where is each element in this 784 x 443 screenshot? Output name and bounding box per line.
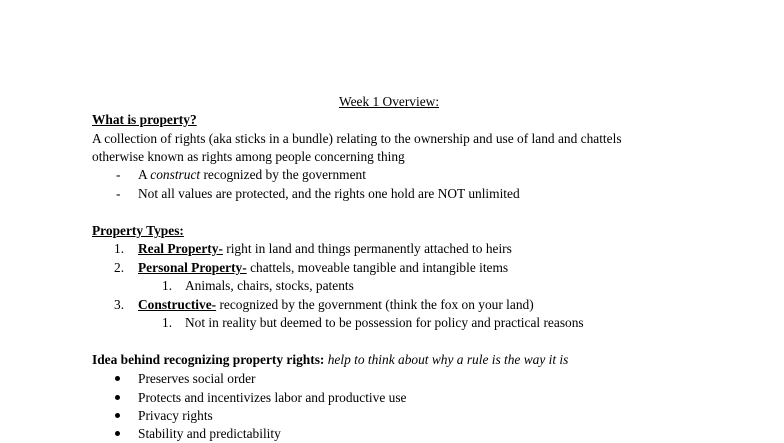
bullet-icon [115, 376, 120, 381]
section-heading-what-is-property [92, 111, 197, 129]
sub-item-text: Animals, chairs, stocks, patents [185, 278, 354, 293]
dash-marker: - [116, 186, 121, 201]
bullet-text: Protects and incentivizes labor and productive use [138, 390, 407, 405]
number-marker: 1. [162, 278, 173, 293]
number-marker: 3. [114, 297, 125, 312]
bullet-text: Privacy rights [138, 408, 213, 423]
bullet-icon [115, 431, 120, 436]
numbered-item-text [138, 296, 534, 314]
heading-text: Property Types: [92, 223, 184, 238]
paragraph-line-2: otherwise known as rights among people concerning thing [92, 149, 405, 164]
term: Personal Property- [138, 260, 247, 275]
heading-text: What is property? [92, 112, 197, 127]
term-desc: recognized by the government (think the fox on your land) [216, 297, 534, 312]
term: Constructive- [138, 297, 217, 312]
bullet-text: Preserves social order [138, 371, 256, 386]
number-marker: 1. [162, 315, 173, 330]
heading-text: Idea behind recognizing property rights: [92, 352, 325, 367]
number-marker: 1. [114, 241, 125, 256]
term-desc: chattels, moveable tangible and intangible items [246, 260, 509, 275]
heading-italic-text: help to think about why a rule is the way it is [324, 352, 569, 367]
section-heading-property-types [92, 222, 184, 240]
sub-item-text: Not in reality but deemed to be possession for policy and practical reasons [185, 315, 584, 330]
dash-marker: - [116, 167, 121, 182]
number-marker: 2. [114, 260, 125, 275]
bullet-text: Stability and predictability [138, 426, 281, 441]
dash-item-text: Not all values are protected, and the rights one hold are NOT unlimited [138, 186, 520, 201]
numbered-item-text [138, 259, 508, 277]
paragraph-line-1: A collection of rights (aka sticks in a bundle) relating to the ownership and use of land and chattels [92, 131, 622, 146]
dash-item-text [138, 166, 366, 184]
bullet-icon [115, 413, 120, 418]
document-title [339, 93, 439, 111]
dash-item-pre: A [138, 167, 151, 182]
numbered-item-text [138, 240, 512, 258]
term-desc: right in land and things permanently attached to heirs [222, 241, 512, 256]
bullet-icon [115, 395, 120, 400]
term: Real Property- [138, 241, 223, 256]
document-title-text: Week 1 Overview: [339, 94, 440, 109]
dash-item-post: recognized by the government [200, 167, 366, 182]
section-heading-idea-behind [92, 351, 568, 369]
dash-item-italic: construct [150, 167, 201, 182]
